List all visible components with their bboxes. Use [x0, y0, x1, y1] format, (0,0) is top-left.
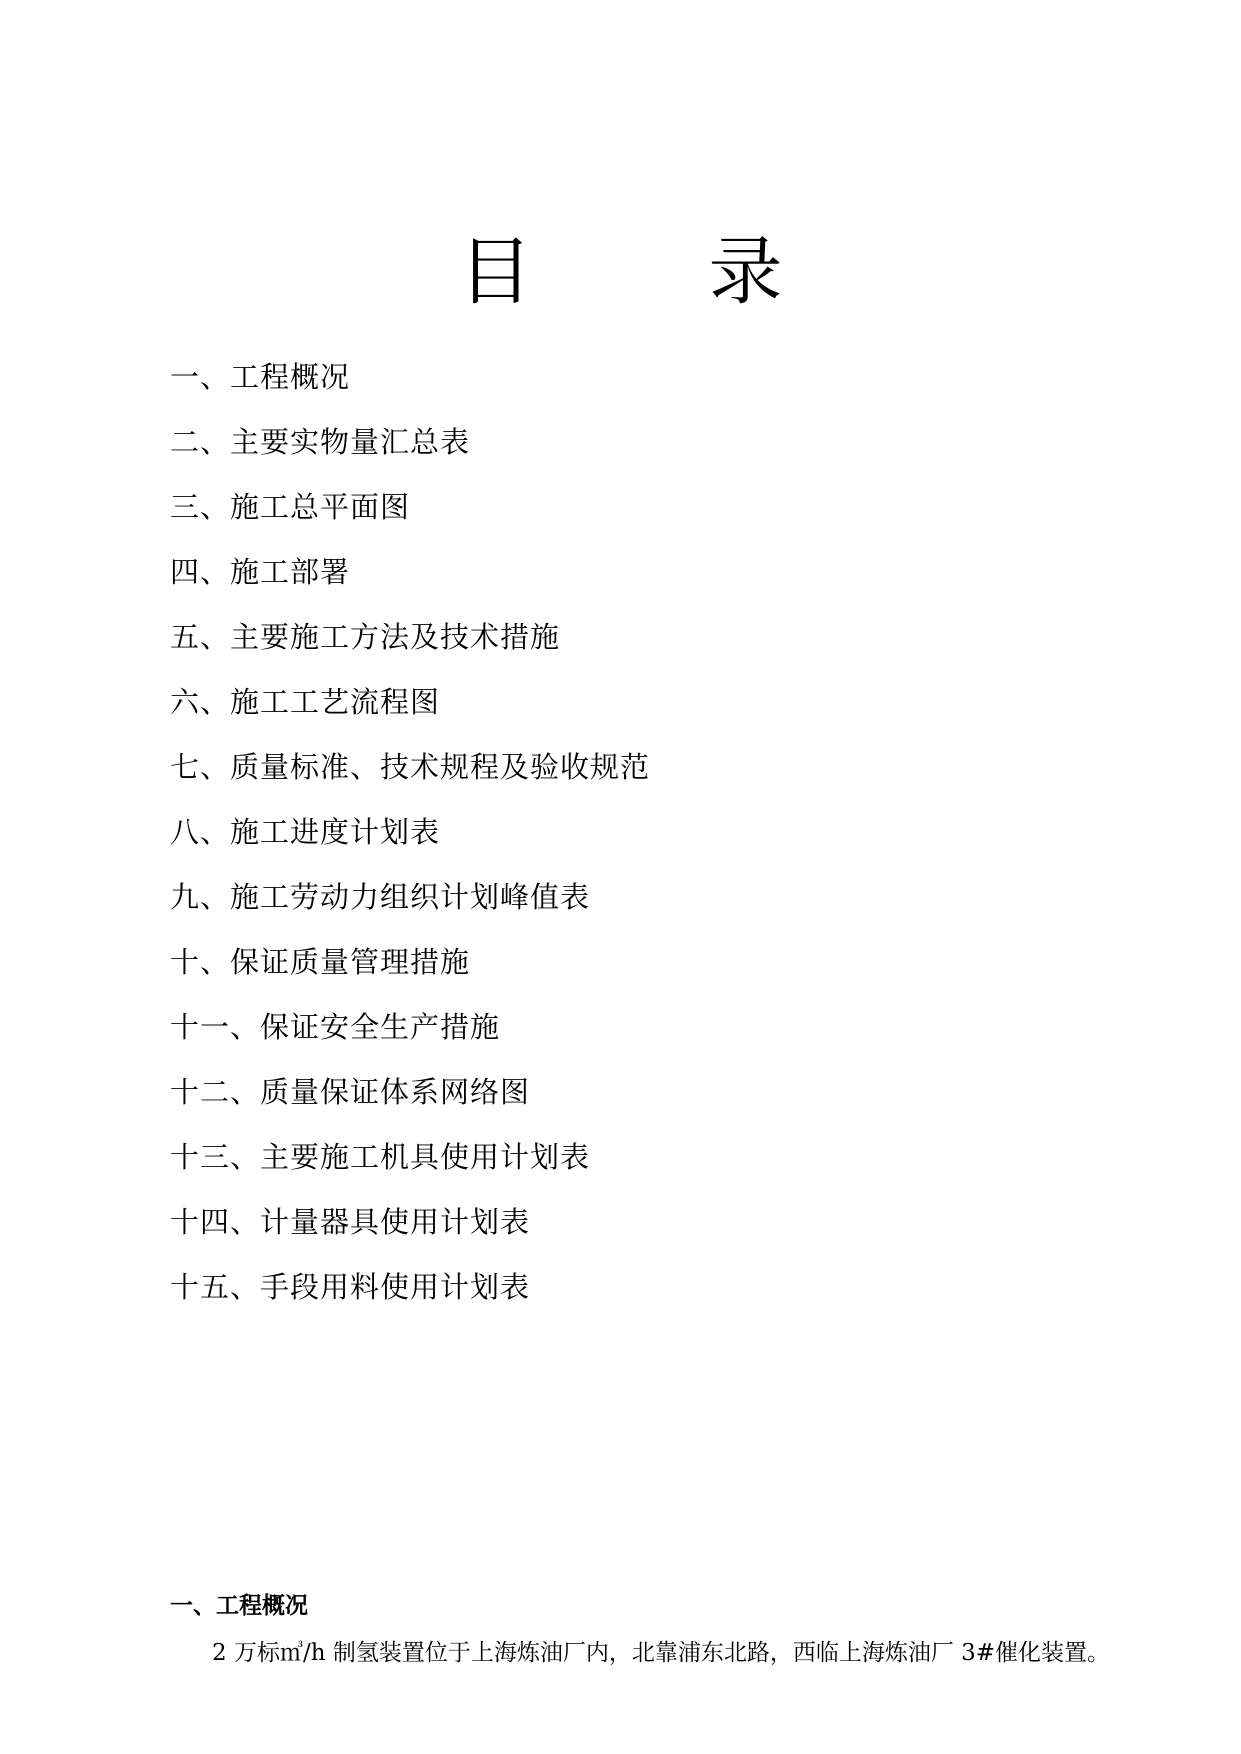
toc-item-11: 十一、保证安全生产措施 [170, 1010, 501, 1044]
toc-item-3: 三、施工总平面图 [170, 490, 411, 524]
toc-item-7: 七、质量标准、技术规程及验收规范 [170, 750, 651, 784]
toc-item-15: 十五、手段用料使用计划表 [170, 1270, 531, 1304]
toc-item-1: 一、工程概况 [170, 360, 351, 394]
toc-title-char-2: 录 [708, 229, 783, 315]
toc-item-2: 二、主要实物量汇总表 [170, 425, 471, 459]
body-paragraph: 2 万标㎥/h 制氢装置位于上海炼油厂内，北靠浦东北路，西临上海炼油厂 3#催化装置。 [212, 1640, 1111, 1666]
section-heading: 一、工程概况 [170, 1592, 308, 1619]
toc-item-5: 五、主要施工方法及技术措施 [170, 620, 561, 654]
toc-list [170, 360, 650, 1335]
toc-title-char-1: 目 [458, 229, 533, 315]
toc-item-6: 六、施工工艺流程图 [170, 685, 441, 719]
toc-item-8: 八、施工进度计划表 [170, 815, 441, 849]
toc-title [0, 229, 1241, 315]
toc-item-13: 十三、主要施工机具使用计划表 [170, 1140, 591, 1174]
toc-item-9: 九、施工劳动力组织计划峰值表 [170, 880, 591, 914]
toc-item-4: 四、施工部署 [170, 555, 351, 589]
toc-item-10: 十、保证质量管理措施 [170, 945, 471, 979]
toc-item-14: 十四、计量器具使用计划表 [170, 1205, 531, 1239]
toc-item-12: 十二、质量保证体系网络图 [170, 1075, 531, 1109]
